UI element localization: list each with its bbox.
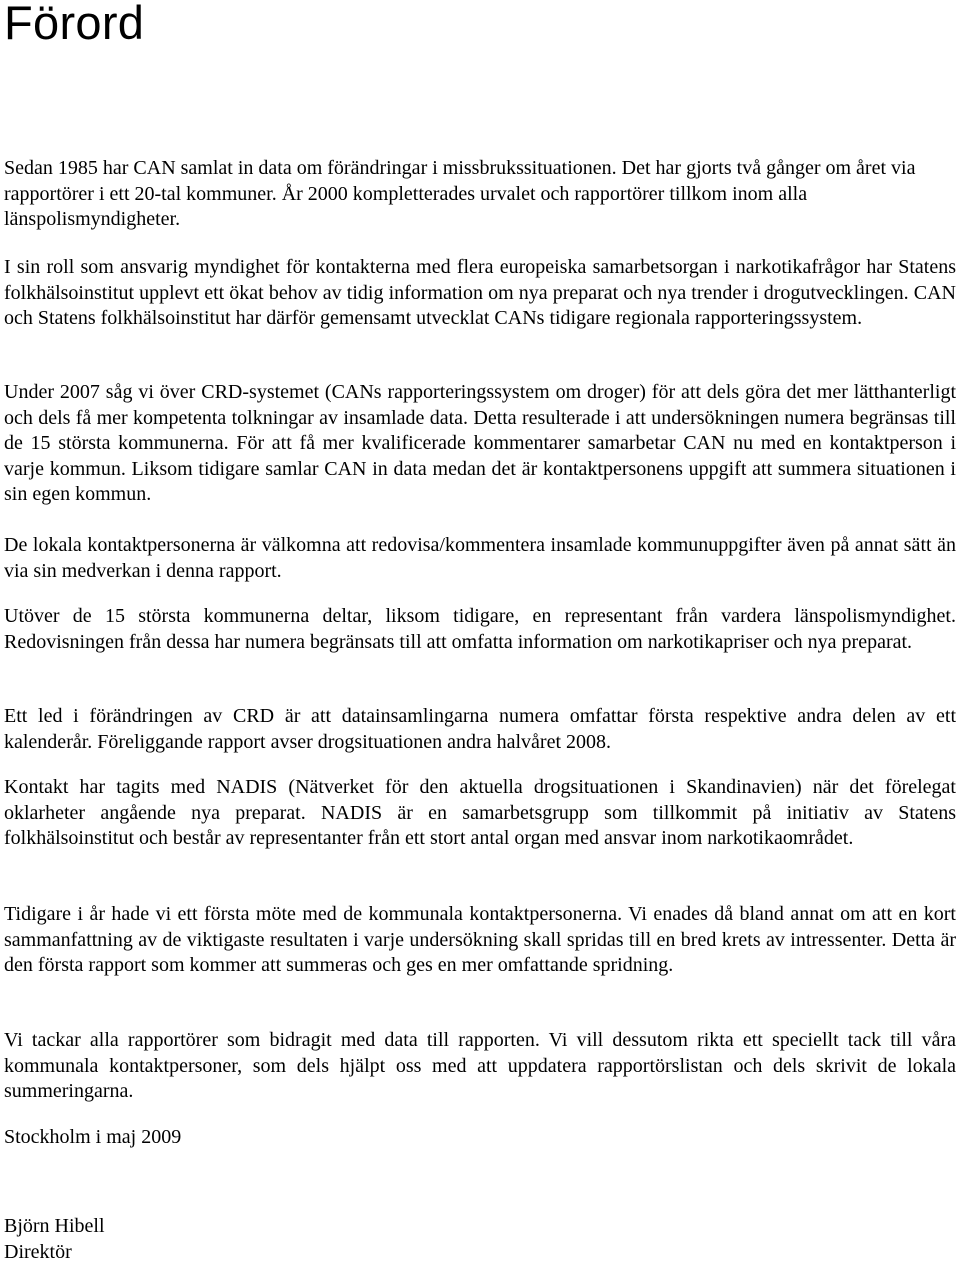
signature-block — [4, 1214, 105, 1265]
paragraph-role: I sin roll som ansvarig myndighet för kontakterna med flera europeiska samarbetsorgan i narkotikafrågor har Statens folkhälsoinstitut upplevt ett ökat behov av tidig information om nya preparat och nya trender i drogutvecklingen. CAN och Statens folkhälsoinstitut har därför gemensamt utvecklat CANs tidigare regionala rapporteringssystem. — [4, 255, 956, 332]
paragraph-meeting: Tidigare i år hade vi ett första möte med de kommunala kontaktpersonerna. Vi enades då bland annat om att en kort sammanfattning av de viktigaste resultaten i varje undersökning skall spridas till en bred krets av intressenter. Detta är den första rapport som kommer att summeras och ges en mer omfattande spridning. — [4, 902, 956, 979]
place-date: Stockholm i maj 2009 — [4, 1125, 181, 1151]
paragraph-crd-review: Under 2007 såg vi över CRD-systemet (CANs rapporteringssystem om droger) för att dels göra det mer lätthanterligt och dels få mer kompetenta tolkningar av insamlade data. Detta resulterade i att undersökningen numera begränsas till de 15 största kommunerna. För att få mer kvalificerade kommentarer samarbetar CAN nu med en kontaktperson i varje kommun. Liksom tidigare samlar CAN in data medan det är kontaktpersonens uppgift att summera situationen i sin egen kommun. — [4, 380, 956, 508]
signer-role: Direktör — [4, 1240, 105, 1265]
signer-name: Björn Hibell — [4, 1214, 105, 1240]
page-title: Förord — [4, 0, 144, 46]
paragraph-nadis: Kontakt har tagits med NADIS (Nätverket för den aktuella drogsituationen i Skandinavien) när det förelegat oklarheter angående nya preparat. NADIS är en samarbetsgrupp som tillkommit på initiativ av Statens folkhälsoinstitut och består av representanter från ett stort antal organ med ansvar inom narkotikaområdet. — [4, 775, 956, 852]
paragraph-calendar: Ett led i förändringen av CRD är att datainsamlingarna numera omfattar första respektive andra delen av ett kalenderår. Föreliggande rapport avser drogsituationen andra halvåret 2008. — [4, 704, 956, 755]
paragraph-contact-persons: De lokala kontaktpersonerna är välkomna att redovisa/kommentera insamlade kommunuppgifter även på annat sätt än via sin medverkan i denna rapport. — [4, 533, 956, 584]
paragraph-history: Sedan 1985 har CAN samlat in data om förändringar i missbrukssituationen. Det har gjorts två gånger om året via rapportörer i ett 20-tal kommuner. År 2000 kompletterades urvalet och rapportörer tillkom inom alla länspolismyndigheter. — [4, 156, 956, 233]
paragraph-thanks: Vi tackar alla rapportörer som bidragit med data till rapporten. Vi vill dessutom rikta ett speciellt tack till våra kommunala kontaktpersoner, som dels hjälpt oss med att uppdatera rapportörslistan och dels skrivit de lokala summeringarna. — [4, 1028, 956, 1105]
document-page — [4, 0, 956, 1263]
paragraph-police: Utöver de 15 största kommunerna deltar, liksom tidigare, en representant från vardera länspolismyndighet. Redovisningen från dessa har numera begränsats till att omfatta information om narkotikapriser och nya preparat. — [4, 604, 956, 655]
